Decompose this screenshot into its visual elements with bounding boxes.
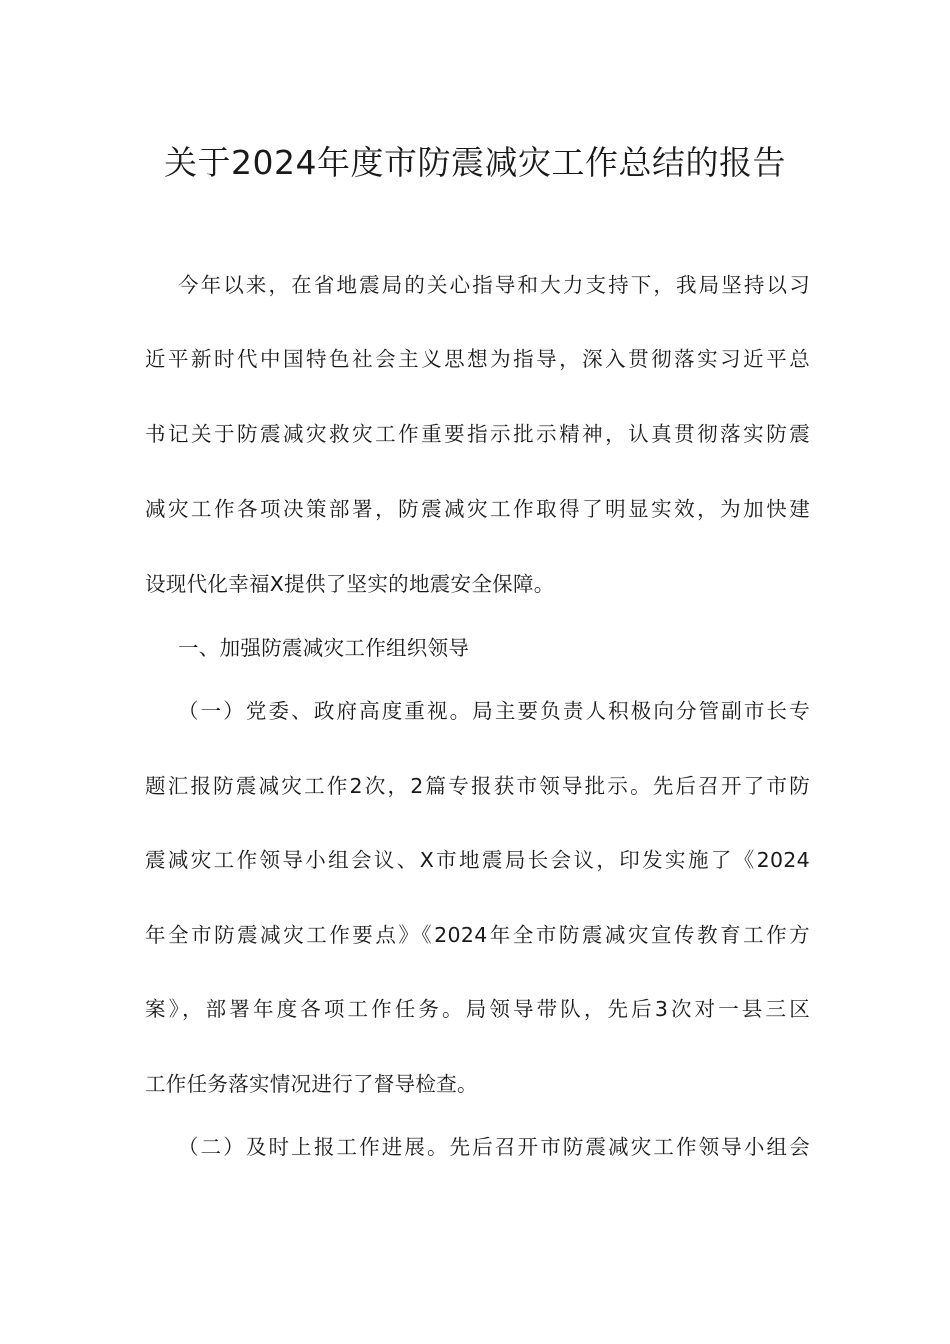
paragraph-line: （二）及时上报工作进展。先后召开市防震减灾工作领导小组会 [178, 1135, 810, 1159]
document-title: 关于2024年度市防震减灾工作总结的报告 [164, 143, 786, 183]
paragraph-line: 近平新时代中国特色社会主义思想为指导，深入贯彻落实习近平总 [145, 347, 810, 371]
section-heading: 一、加强防震减灾工作组织领导 [178, 636, 470, 660]
paragraph-line: 震减灾工作领导小组会议、X市地震局长会议，印发实施了《2024 [145, 848, 810, 872]
paragraph-line: （一）党委、政府高度重视。局主要负责人积极向分管副市长专 [178, 699, 810, 723]
paragraph-line: 减灾工作各项决策部署，防震减灾工作取得了明显实效，为加快建 [145, 497, 810, 521]
paragraph-line: 书记关于防震减灾救灾工作重要指示批示精神，认真贯彻落实防震 [145, 422, 810, 446]
paragraph-line: 设现代化幸福X提供了坚实的地震安全保障。 [145, 572, 555, 596]
paragraph-line: 案》，部署年度各项工作任务。局领导带队，先后3次对一县三区 [145, 997, 810, 1021]
paragraph-line: 工作任务落实情况进行了督导检查。 [145, 1072, 478, 1096]
paragraph-line: 题汇报防震减灾工作2次，2篇专报获市领导批示。先后召开了市防 [145, 774, 810, 798]
paragraph-line: 今年以来，在省地震局的关心指导和大力支持下，我局坚持以习 [178, 273, 810, 297]
paragraph-line: 年全市防震减灾工作要点》《2024年全市防震减灾宣传教育工作方 [145, 923, 810, 947]
